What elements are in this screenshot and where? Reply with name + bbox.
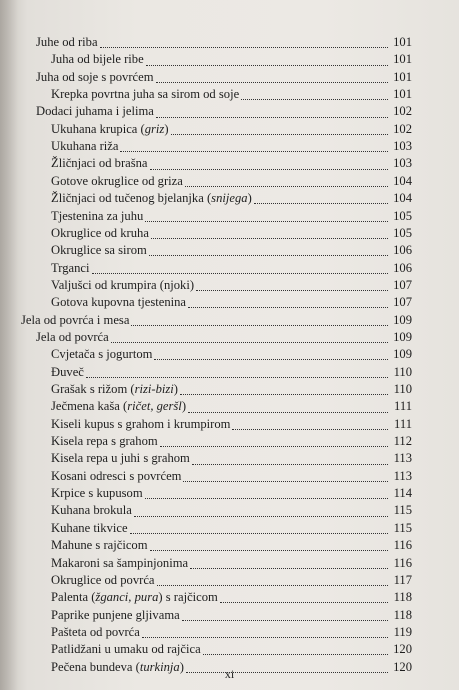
toc-entry-page: 110: [393, 364, 412, 379]
toc-entry-page: 104: [393, 191, 412, 206]
toc-entry: [51, 208, 412, 225]
toc-entry-page: 111: [394, 416, 412, 431]
toc-entry-page: 105: [393, 225, 412, 240]
toc-entry-title: Makaroni sa šampinjonima: [51, 555, 189, 570]
toc-entry-title: Gotove okruglice od griza: [51, 173, 183, 188]
toc-entry-page: 102: [393, 104, 412, 119]
dot-leader: [196, 280, 388, 291]
toc-entry: [51, 138, 412, 155]
toc-entry-page: 110: [393, 382, 412, 396]
toc-entry-title: Kisela repa s grahom: [51, 434, 158, 449]
dot-leader: [145, 488, 388, 499]
toc-entry: [51, 173, 412, 190]
dot-leader: [145, 211, 388, 222]
toc-entry: [51, 589, 412, 606]
toc-entry-page: 104: [393, 173, 412, 188]
toc-entry-page: 107: [393, 277, 412, 292]
toc-entry-page: 113: [393, 451, 412, 466]
toc-entry: [51, 607, 412, 624]
toc-entry: [51, 555, 412, 572]
dot-leader: [157, 575, 388, 586]
toc-entry-page: 101: [393, 87, 412, 102]
dot-leader: [149, 245, 388, 256]
dot-leader: [185, 176, 388, 187]
dot-leader: [154, 349, 388, 360]
dot-leader: [156, 107, 388, 118]
toc-entry: [51, 364, 412, 381]
toc-entry-page: 114: [393, 486, 412, 501]
toc-entry-title: Pašteta od povrća: [51, 624, 140, 639]
toc-entry-title: Kosani odresci s povrćem: [51, 468, 182, 483]
toc-entry-page: 101: [393, 52, 412, 67]
toc-entry-title: Ukuhana riža: [51, 139, 119, 154]
toc-entry: [51, 294, 412, 311]
toc-entry: [51, 485, 412, 502]
toc-entry-title: Jela od povrća i mesa: [21, 312, 130, 327]
toc-entry: [51, 624, 412, 641]
toc-entry-title: Paprike punjene gljivama: [51, 607, 180, 622]
toc-entry-title: Krepka povrtna juha sa sirom od soje: [51, 87, 240, 102]
toc-entry-page: 103: [393, 139, 412, 154]
toc-entry-title: Okruglice sa sirom: [51, 243, 147, 258]
toc-entry: [51, 416, 412, 433]
toc-entry-title: Cvjetača s jogurtom: [51, 347, 153, 362]
dot-leader: [192, 454, 388, 465]
toc-entry-page: 120: [393, 659, 412, 674]
toc-entry-page: 101: [393, 35, 412, 49]
dot-leader: [100, 37, 388, 48]
dot-leader: [254, 193, 388, 204]
toc-entry-page: 115: [393, 520, 412, 535]
toc-entry-title: Gotova kupovna tjestenina: [51, 295, 187, 310]
toc-entry: [51, 277, 412, 294]
toc-entry-title: Tjestenina za juhu: [51, 208, 144, 223]
dot-leader: [241, 89, 388, 100]
toc-entry-page: 109: [393, 312, 412, 327]
toc-entry-page: 116: [393, 538, 412, 553]
dot-leader: [190, 558, 388, 569]
toc-entry-title: Kiseli kupus s grahom i krumpirom: [51, 416, 231, 431]
dot-leader: [146, 55, 388, 66]
dot-leader: [111, 332, 388, 343]
page-gutter-shadow: [0, 0, 18, 690]
toc-entry-page: 117: [393, 572, 412, 587]
toc-entry-page: 101: [393, 69, 412, 84]
dot-leader: [150, 159, 388, 170]
toc-entry-page: 118: [393, 607, 412, 622]
toc-entry: [51, 520, 412, 537]
toc-entry-title: Krpice s kupusom: [51, 486, 143, 501]
toc-entry: [51, 86, 412, 103]
dot-leader: [86, 367, 388, 378]
dot-leader: [151, 228, 388, 239]
toc-entry-title: Okruglice od kruha: [51, 225, 149, 240]
toc-entry-page: 106: [393, 260, 412, 275]
toc-entry-title: Trganci: [51, 260, 90, 275]
dot-leader: [120, 141, 388, 152]
toc-entry-title: Juha od bijele ribe: [51, 52, 144, 67]
toc-entry-title: Ukuhana krupica (griz): [51, 121, 169, 136]
toc-entry: [51, 450, 412, 467]
dot-leader: [150, 540, 388, 551]
toc-entry-title: Đuveč: [51, 364, 84, 379]
toc-entry: [51, 346, 412, 363]
page-number-folio: xi: [224, 667, 235, 681]
toc-entry: [51, 381, 412, 398]
dot-leader: [180, 384, 388, 395]
toc-entry-page: 102: [393, 121, 412, 136]
toc-entry-title: Patlidžani u umaku od rajčica: [51, 642, 201, 657]
dot-leader: [232, 419, 388, 430]
toc-entry-page: 106: [393, 243, 412, 258]
dot-leader: [188, 402, 388, 413]
dot-leader: [188, 297, 388, 308]
toc-entry-page: 119: [393, 624, 412, 639]
toc-entry-title: Žličnjaci od tučenog bjelanjka (snijega): [51, 191, 252, 206]
toc-entry-page: 113: [393, 468, 412, 483]
dot-leader: [131, 315, 388, 326]
toc-entry-title: Kisela repa u juhi s grahom: [51, 451, 190, 466]
toc-entry-title: Palenta (žganci, pura) s rajčicom: [51, 590, 218, 605]
toc-entry-page: 109: [393, 347, 412, 362]
toc-entry: [51, 572, 412, 589]
toc-entry-title: Pečena bundeva (turkinja): [51, 659, 184, 674]
toc-entry: [36, 329, 412, 346]
toc-entry: [51, 641, 412, 658]
toc-entry: [51, 121, 412, 138]
toc-entry: [51, 502, 412, 519]
dot-leader: [92, 263, 389, 274]
toc-entry-title: Grašak s rižom (rizi-bizi): [51, 382, 178, 396]
toc-entry: [51, 225, 412, 242]
toc-entry: [51, 398, 412, 415]
dot-leader: [171, 124, 388, 135]
toc-entry: [51, 155, 412, 172]
toc-entry: [36, 69, 412, 86]
dot-leader: [134, 506, 388, 517]
toc-entry-page: 118: [393, 590, 412, 605]
toc-entry-title: Mahune s rajčicom: [51, 538, 148, 553]
toc-entry-page: 116: [393, 555, 412, 570]
toc-entry-title: Jela od povrća: [36, 329, 109, 344]
toc-entry-title: Juhe od riba: [36, 35, 98, 49]
toc-entry-title: Ječmena kaša (ričet, geršl): [51, 399, 187, 414]
dot-leader: [183, 471, 388, 482]
toc-entry-title: Okruglice od povrća: [51, 572, 155, 587]
dot-leader: [220, 592, 388, 603]
toc-entry: [51, 537, 412, 554]
toc-entry-page: 111: [394, 399, 412, 414]
toc-entry-page: 107: [393, 295, 412, 310]
toc-entry-page: 105: [393, 208, 412, 223]
dot-leader: [203, 644, 388, 655]
toc-entry: [51, 433, 412, 450]
toc-entry-page: 103: [393, 156, 412, 171]
toc-entry-title: Dodaci juhama i jelima: [36, 104, 154, 119]
toc-entry-title: Juha od soje s povrćem: [36, 69, 154, 84]
toc-entry-page: 115: [393, 503, 412, 518]
toc-entry-title: Kuhane tikvice: [51, 520, 128, 535]
dot-leader: [142, 627, 388, 638]
toc-entry: [51, 242, 412, 259]
toc-entry-page: 120: [393, 642, 412, 657]
dot-leader: [130, 523, 388, 534]
toc-entry-page: 112: [393, 434, 412, 449]
toc-entry-title: Žličnjaci od brašna: [51, 156, 148, 171]
toc-entry-title: Kuhana brokula: [51, 503, 132, 518]
dot-leader: [156, 72, 388, 83]
toc-entry: [51, 260, 412, 277]
toc-entry: [51, 190, 412, 207]
toc-entry: [51, 51, 412, 68]
toc-entry-page: 109: [393, 329, 412, 344]
toc-entry: [36, 103, 412, 120]
dot-leader: [160, 436, 388, 447]
toc-entry: [36, 34, 412, 51]
toc-entry: [21, 312, 412, 329]
toc-entry-title: Valjušci od krumpira (njoki): [51, 277, 195, 292]
toc-entry: [51, 468, 412, 485]
dot-leader: [182, 610, 388, 621]
